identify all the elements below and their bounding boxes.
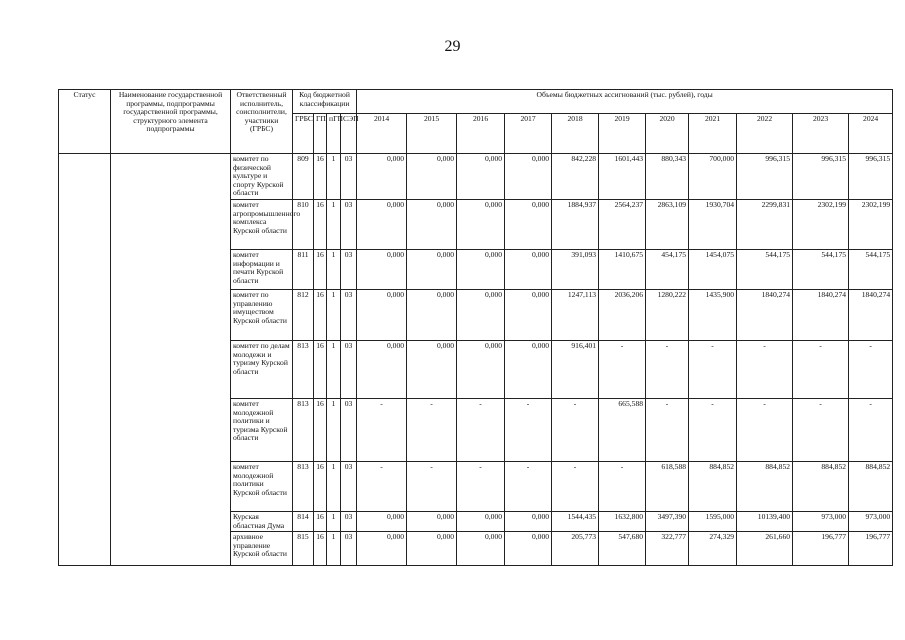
value-cell: 0,000 (457, 250, 505, 290)
value-cell: 2036,206 (599, 290, 646, 341)
value-cell: - (357, 462, 407, 512)
header-year: 2016 (457, 114, 505, 154)
code-pgp-cell: 1 (327, 462, 341, 512)
value-cell: - (646, 341, 689, 399)
code-sep-cell: 03 (341, 290, 357, 341)
value-cell: 0,000 (457, 200, 505, 250)
value-cell: 0,000 (357, 290, 407, 341)
value-cell: - (599, 462, 646, 512)
code-sep-cell: 03 (341, 512, 357, 532)
value-cell: 0,000 (407, 532, 457, 566)
value-cell: 1595,000 (689, 512, 737, 532)
value-cell: 2564,237 (599, 200, 646, 250)
code-pgp-cell: 1 (327, 290, 341, 341)
value-cell: - (505, 462, 552, 512)
executor-cell: комитет молодежной политики Курской области (231, 462, 293, 512)
code-pgp-cell: 1 (327, 341, 341, 399)
value-cell: - (849, 341, 893, 399)
code-gp-cell: 16 (314, 512, 327, 532)
value-cell: 0,000 (505, 250, 552, 290)
value-cell: 205,773 (552, 532, 599, 566)
value-cell: 10139,400 (737, 512, 793, 532)
value-cell: 0,000 (457, 532, 505, 566)
value-cell: 2299,831 (737, 200, 793, 250)
code-pgp-cell: 1 (327, 512, 341, 532)
value-cell: - (599, 341, 646, 399)
value-cell: 1840,274 (793, 290, 849, 341)
value-cell: - (689, 399, 737, 462)
value-cell: 880,343 (646, 154, 689, 200)
value-cell: 0,000 (505, 154, 552, 200)
value-cell: 1884,937 (552, 200, 599, 250)
code-sep-cell: 03 (341, 341, 357, 399)
table-row (59, 154, 893, 200)
value-cell: 1435,900 (689, 290, 737, 341)
header-code-gp: ГП (314, 114, 327, 154)
code-gp-cell: 16 (314, 250, 327, 290)
value-cell: 547,680 (599, 532, 646, 566)
code-grbs-cell: 814 (293, 512, 314, 532)
budget-table (58, 89, 893, 566)
value-cell: - (552, 462, 599, 512)
code-pgp-cell: 1 (327, 200, 341, 250)
code-sep-cell: 03 (341, 200, 357, 250)
value-cell: 916,401 (552, 341, 599, 399)
value-cell: - (793, 341, 849, 399)
header-year: 2023 (793, 114, 849, 154)
code-sep-cell: 03 (341, 462, 357, 512)
header-year: 2015 (407, 114, 457, 154)
value-cell: 973,000 (793, 512, 849, 532)
value-cell: - (407, 399, 457, 462)
value-cell: 1601,443 (599, 154, 646, 200)
value-cell: 1454,075 (689, 250, 737, 290)
header-status: Статус (59, 90, 111, 154)
value-cell: 322,777 (646, 532, 689, 566)
value-cell: 665,588 (599, 399, 646, 462)
code-gp-cell: 16 (314, 399, 327, 462)
header-code-grbs: ГРБС (293, 114, 314, 154)
value-cell: - (552, 399, 599, 462)
code-pgp-cell: 1 (327, 532, 341, 566)
header-year: 2020 (646, 114, 689, 154)
value-cell: - (849, 399, 893, 462)
code-grbs-cell: 813 (293, 462, 314, 512)
value-cell: 0,000 (457, 512, 505, 532)
value-cell: 1280,222 (646, 290, 689, 341)
value-cell: - (737, 399, 793, 462)
value-cell: 0,000 (357, 250, 407, 290)
code-sep-cell: 03 (341, 532, 357, 566)
value-cell: 0,000 (357, 200, 407, 250)
code-gp-cell: 16 (314, 532, 327, 566)
value-cell: 2302,199 (793, 200, 849, 250)
value-cell: 0,000 (407, 250, 457, 290)
value-cell: 1544,435 (552, 512, 599, 532)
code-gp-cell: 16 (314, 200, 327, 250)
value-cell: 0,000 (505, 512, 552, 532)
value-cell: 2863,109 (646, 200, 689, 250)
code-grbs-cell: 809 (293, 154, 314, 200)
value-cell: - (646, 399, 689, 462)
value-cell: 1840,274 (849, 290, 893, 341)
value-cell: 884,852 (689, 462, 737, 512)
code-grbs-cell: 812 (293, 290, 314, 341)
value-cell: 0,000 (457, 341, 505, 399)
value-cell: 0,000 (407, 200, 457, 250)
executor-cell: Курская областная Дума (231, 512, 293, 532)
table-body (59, 154, 893, 566)
code-gp-cell: 16 (314, 154, 327, 200)
value-cell: 0,000 (457, 290, 505, 341)
executor-cell: комитет агропромышленного комплекса Курской области (231, 200, 293, 250)
header-year: 2017 (505, 114, 552, 154)
value-cell: 884,852 (737, 462, 793, 512)
executor-cell: архивное управление Курской области (231, 532, 293, 566)
value-cell: 1410,675 (599, 250, 646, 290)
value-cell: 0,000 (357, 341, 407, 399)
header-budget-group: Объемы бюджетных ассигнований (тыс. рублей), годы (357, 90, 893, 114)
code-sep-cell: 03 (341, 250, 357, 290)
header-code-group: Код бюджетной классификации (293, 90, 357, 114)
value-cell: 391,093 (552, 250, 599, 290)
executor-cell: комитет по физической культуре и спорту Курской области (231, 154, 293, 200)
code-gp-cell: 16 (314, 341, 327, 399)
code-sep-cell: 03 (341, 399, 357, 462)
value-cell: 884,852 (793, 462, 849, 512)
header-code-sep: СЭП (341, 114, 357, 154)
value-cell: 1632,800 (599, 512, 646, 532)
code-grbs-cell: 813 (293, 341, 314, 399)
value-cell: 884,852 (849, 462, 893, 512)
value-cell: - (793, 399, 849, 462)
value-cell: 0,000 (457, 154, 505, 200)
executor-cell: комитет по управлению имуществом Курской области (231, 290, 293, 341)
code-pgp-cell: 1 (327, 250, 341, 290)
value-cell: 0,000 (407, 341, 457, 399)
value-cell: 1247,113 (552, 290, 599, 341)
value-cell: 700,000 (689, 154, 737, 200)
value-cell: 274,329 (689, 532, 737, 566)
value-cell: 2302,199 (849, 200, 893, 250)
value-cell: - (407, 462, 457, 512)
code-pgp-cell: 1 (327, 154, 341, 200)
header-code-pgp: пГП (327, 114, 341, 154)
executor-cell: комитет молодежной политики и туризма Курской области (231, 399, 293, 462)
header-executor: Ответственный исполнитель, соисполнители, участники (ГРБС) (231, 90, 293, 154)
value-cell: - (457, 462, 505, 512)
value-cell: 544,175 (849, 250, 893, 290)
value-cell: 618,588 (646, 462, 689, 512)
page-number: 29 (444, 38, 461, 55)
value-cell: 196,777 (849, 532, 893, 566)
value-cell: - (357, 399, 407, 462)
value-cell: - (737, 341, 793, 399)
value-cell: 0,000 (407, 290, 457, 341)
value-cell: 996,315 (793, 154, 849, 200)
code-pgp-cell: 1 (327, 399, 341, 462)
value-cell: - (505, 399, 552, 462)
value-cell: 0,000 (505, 200, 552, 250)
value-cell: 0,000 (357, 532, 407, 566)
header-year: 2022 (737, 114, 793, 154)
header-year: 2018 (552, 114, 599, 154)
value-cell: 0,000 (505, 290, 552, 341)
value-cell: 454,175 (646, 250, 689, 290)
value-cell: 3497,390 (646, 512, 689, 532)
value-cell: 196,777 (793, 532, 849, 566)
code-grbs-cell: 810 (293, 200, 314, 250)
value-cell: 1840,274 (737, 290, 793, 341)
value-cell: 0,000 (407, 154, 457, 200)
value-cell: 0,000 (505, 341, 552, 399)
code-sep-cell: 03 (341, 154, 357, 200)
value-cell: 544,175 (737, 250, 793, 290)
name-cell (111, 154, 231, 566)
value-cell: 996,315 (849, 154, 893, 200)
code-grbs-cell: 811 (293, 250, 314, 290)
header-name: Наименование государственной программы, подпрограммы государственной программы, структурного элемента подпрограммы (111, 90, 231, 154)
code-grbs-cell: 813 (293, 399, 314, 462)
value-cell: 973,000 (849, 512, 893, 532)
code-gp-cell: 16 (314, 462, 327, 512)
value-cell: 0,000 (357, 512, 407, 532)
header-year: 2019 (599, 114, 646, 154)
code-gp-cell: 16 (314, 290, 327, 341)
value-cell: - (689, 341, 737, 399)
value-cell: - (457, 399, 505, 462)
header-year: 2024 (849, 114, 893, 154)
code-grbs-cell: 815 (293, 532, 314, 566)
value-cell: 544,175 (793, 250, 849, 290)
value-cell: 842,228 (552, 154, 599, 200)
executor-cell: комитет информации и печати Курской области (231, 250, 293, 290)
executor-cell: комитет по делам молодежи и туризму Курской области (231, 341, 293, 399)
value-cell: 0,000 (357, 154, 407, 200)
header-year: 2021 (689, 114, 737, 154)
status-cell (59, 154, 111, 566)
value-cell: 0,000 (407, 512, 457, 532)
value-cell: 996,315 (737, 154, 793, 200)
value-cell: 1930,704 (689, 200, 737, 250)
value-cell: 261,660 (737, 532, 793, 566)
value-cell: 0,000 (505, 532, 552, 566)
header-year: 2014 (357, 114, 407, 154)
